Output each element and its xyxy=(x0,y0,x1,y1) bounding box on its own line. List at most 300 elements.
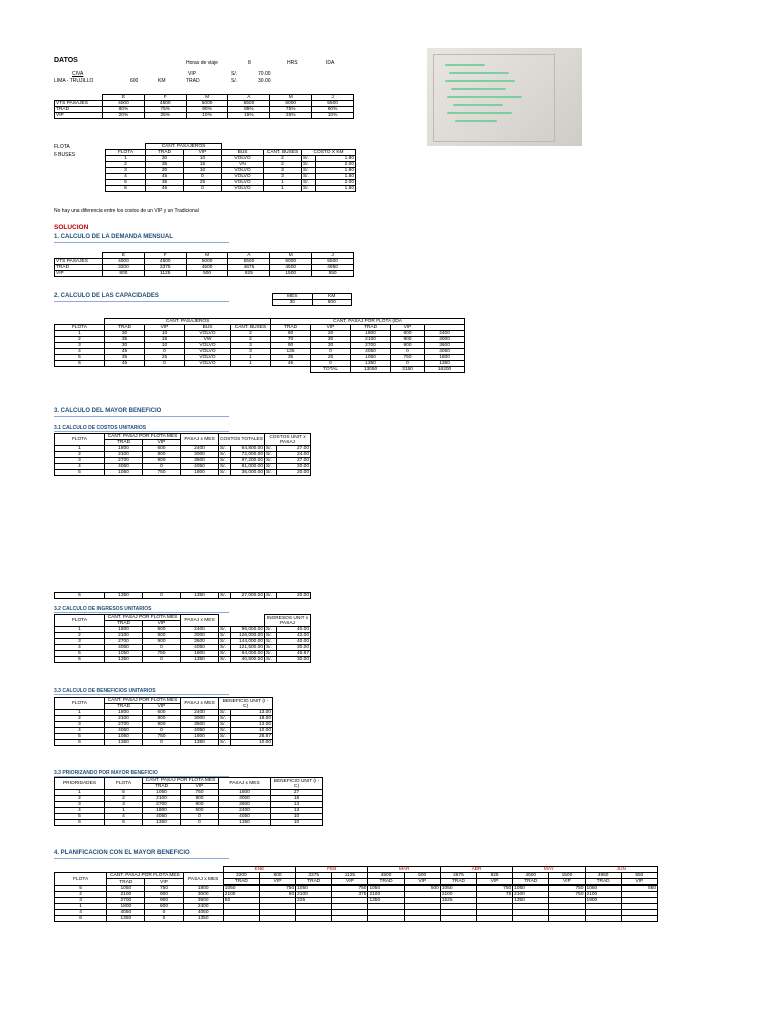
cell: 0 xyxy=(143,657,181,663)
cell: VOLVO xyxy=(185,349,231,355)
ida-label: IDA xyxy=(326,60,335,66)
cant-pasajeros-header: CANT. PASAJEROS xyxy=(146,144,222,150)
month-demand: 4500 xyxy=(368,873,404,879)
col-header: TRAD xyxy=(143,784,181,790)
cell: 20.00 xyxy=(277,470,311,476)
cell: 2 xyxy=(55,633,105,639)
cell: 2400 xyxy=(425,331,465,337)
cell: 18.00 xyxy=(231,716,273,722)
month-demand: 800 xyxy=(259,873,295,879)
cell: 24.00 xyxy=(277,452,311,458)
col-header: PASAJ x MES xyxy=(181,615,219,627)
cell: 30 xyxy=(105,343,145,349)
total-cell: 3150 xyxy=(391,367,425,373)
cell: 900 xyxy=(143,633,181,639)
cell: 4 xyxy=(106,174,146,180)
cell: 3600 xyxy=(181,722,219,728)
cell: 3 xyxy=(264,174,302,180)
cell: 1350 xyxy=(107,916,145,922)
row-label: TRAD xyxy=(55,107,103,113)
cell: 25% xyxy=(270,113,312,119)
s3-title: 3. CALCULO DEL MAYOR BENEFICIO xyxy=(54,408,162,414)
col-header: FLOTA xyxy=(105,778,143,790)
cell: 600 xyxy=(391,331,425,337)
cell: 3000 xyxy=(181,633,219,639)
cell: 3 xyxy=(55,802,105,808)
datos-title: DATOS xyxy=(54,57,78,64)
cell: 3 xyxy=(55,639,105,645)
cell: 72,000.00 xyxy=(231,452,265,458)
col-header: TRAD xyxy=(585,879,621,885)
cell: 5 xyxy=(55,355,105,361)
cell: 97,200.00 xyxy=(231,458,265,464)
col-header: FLOTA xyxy=(55,615,105,627)
col-header: CANT. BUSES xyxy=(231,325,271,331)
cell: 2700 xyxy=(143,802,181,808)
cell: S/. xyxy=(219,593,231,599)
cell: 2400 xyxy=(181,627,219,633)
cell: 4500 xyxy=(186,265,228,271)
cell: 900 xyxy=(143,722,181,728)
cell: 1050 xyxy=(107,886,145,892)
cell: 1800 xyxy=(105,627,143,633)
cell: 5000 xyxy=(186,259,228,265)
cell: 4050 xyxy=(183,910,223,916)
cell: 4050 xyxy=(351,349,391,355)
s31-title: 3.1 CALCULO DE COSTOS UNITARIOS xyxy=(54,425,147,431)
cell: 4 xyxy=(55,645,105,651)
cell: 135 xyxy=(271,349,311,355)
cell: 750 xyxy=(477,886,513,892)
cell: 75% xyxy=(270,107,312,113)
cell: 900 xyxy=(145,892,183,898)
month-header: ENE xyxy=(223,867,295,873)
col-header: VIP xyxy=(145,879,183,886)
cell: 4 xyxy=(105,814,143,820)
col-header: CANT. BUSES xyxy=(264,150,302,156)
cell: 10% xyxy=(312,113,354,119)
cell: 20 xyxy=(311,331,351,337)
month-demand: 825 xyxy=(477,873,513,879)
cell: 500 xyxy=(186,271,228,277)
cell: 1 xyxy=(264,186,302,192)
col-header: CANT. PASAJ POR FLOTA MES xyxy=(105,615,181,621)
cell: 0 xyxy=(143,740,181,746)
distance-unit: KM xyxy=(158,78,166,84)
col-header: TRAD xyxy=(368,879,404,885)
total-cell: 16200 xyxy=(425,367,465,373)
col-header: CANT. PASAJ POR FLOTA MES xyxy=(143,778,219,784)
cant-pasajeros-header: CANT. PASAJEROS xyxy=(105,319,271,325)
s2-title: 2. CALCULO DE LAS CAPACIDADES xyxy=(54,293,159,299)
cell: 4050 xyxy=(143,814,181,820)
cell: 1 xyxy=(55,446,105,452)
cell: 2100 xyxy=(296,892,332,898)
cell: 5000 xyxy=(186,101,228,107)
col-header: TRAD xyxy=(351,325,391,331)
cell: 0 xyxy=(311,349,351,355)
col-header: VIP xyxy=(184,150,222,156)
cell: 20.00 xyxy=(277,464,311,470)
table-row xyxy=(55,434,311,440)
cell: S/. xyxy=(219,452,231,458)
month-header: M xyxy=(186,95,228,101)
cell: 750 xyxy=(549,886,585,892)
cell: 1050 xyxy=(105,651,143,657)
cell: 900 xyxy=(181,796,219,802)
cell: S/. xyxy=(219,722,231,728)
cell: S/. xyxy=(219,633,231,639)
month-header: M xyxy=(270,253,312,259)
cell: 6 xyxy=(55,916,107,922)
cell: 750 xyxy=(143,734,181,740)
cell: S/. xyxy=(219,651,231,657)
table-row xyxy=(55,470,311,476)
cell: 1 xyxy=(264,180,302,186)
cell: 30 xyxy=(146,168,184,174)
cell: 90% xyxy=(312,107,354,113)
cell: 80% xyxy=(103,107,145,113)
cell: 10 xyxy=(184,156,222,162)
month-header: MAY xyxy=(513,867,585,873)
cell: 15% xyxy=(228,113,270,119)
cell: 84,000.00 xyxy=(231,651,265,657)
cell: 40,500.00 xyxy=(231,657,265,663)
cell: VW xyxy=(185,337,231,343)
total-cell: 13050 xyxy=(351,367,391,373)
cell: 4 xyxy=(55,910,107,916)
cell: 1800 xyxy=(425,355,465,361)
cell: 3000 xyxy=(425,337,465,343)
cell: S/. xyxy=(219,464,231,470)
cell: 25 xyxy=(145,355,185,361)
cell: 10 xyxy=(271,820,323,826)
cell: 600 xyxy=(181,808,219,814)
cell: 1350 xyxy=(105,593,143,599)
cell: 81,000.00 xyxy=(231,464,265,470)
row-label: VTS PASAJES xyxy=(55,101,103,107)
cell: 2100 xyxy=(440,892,476,898)
cell: 35 xyxy=(105,337,145,343)
cell: 5 xyxy=(55,814,105,820)
month-header: JUN xyxy=(585,867,657,873)
cell: S/. xyxy=(219,645,231,651)
col-header: FLOTA xyxy=(55,873,107,886)
cell: 4 xyxy=(55,464,105,470)
cell: 4500 xyxy=(144,259,186,265)
s1-table xyxy=(54,252,354,277)
month-header: F xyxy=(144,253,186,259)
cell: 1350 xyxy=(368,898,404,904)
cell: 4000 xyxy=(103,101,145,107)
cell: 3000 xyxy=(219,796,271,802)
cell: 50 xyxy=(259,892,295,898)
flota-table xyxy=(105,143,356,192)
cell: S/. xyxy=(302,168,316,174)
cell: 0 xyxy=(145,916,183,922)
cell: 0 xyxy=(143,464,181,470)
cell: 2100 xyxy=(107,892,145,898)
cell: 1.80 xyxy=(316,156,356,162)
cant-pasaj-flota-header: CANT. PASAJ POR FLOTA (IDA xyxy=(271,319,465,325)
cell: 3000 xyxy=(181,452,219,458)
cell: 2100 xyxy=(105,452,143,458)
cell: 900 xyxy=(143,716,181,722)
cell: 4050 xyxy=(181,728,219,734)
datos-demand-table xyxy=(54,94,354,119)
cell: 2700 xyxy=(105,458,143,464)
cell: 1800 xyxy=(183,886,223,892)
cell: 2700 xyxy=(107,898,145,904)
cell: 375 xyxy=(332,892,368,898)
cell: 6 xyxy=(55,361,105,367)
cell: 13 xyxy=(271,808,323,814)
cell xyxy=(223,916,259,922)
cell: S/. xyxy=(302,186,316,192)
s32-table xyxy=(54,614,311,663)
cell: 1050 xyxy=(351,355,391,361)
cell: 0 xyxy=(143,645,181,651)
cell: 4 xyxy=(55,349,105,355)
cell: 1800 xyxy=(181,734,219,740)
cell: S/. xyxy=(302,174,316,180)
cell: 900 xyxy=(143,639,181,645)
cell: S/. xyxy=(265,446,277,452)
month-header: J xyxy=(312,253,354,259)
cell: VTS PASAJES xyxy=(55,259,103,265)
cell: S/. xyxy=(265,464,277,470)
cell: 4 xyxy=(55,728,105,734)
cell: 40.00 xyxy=(277,627,311,633)
cell: 60 xyxy=(271,331,311,337)
table-row xyxy=(55,657,311,663)
cell: 1350 xyxy=(219,820,271,826)
col-header: COSTO X KM xyxy=(302,150,356,156)
cell: 2 xyxy=(231,337,271,343)
trad-currency: S/. xyxy=(231,78,238,84)
cell: 2100 xyxy=(105,633,143,639)
col-header: COSTOS TOTALES xyxy=(219,434,265,446)
month-header: MAR xyxy=(368,867,440,873)
s4-title: 4. PLANIFICACION CON EL MAYOR BENEFICIO xyxy=(54,850,190,856)
col-header: TRAD xyxy=(223,879,259,885)
mes-km-table xyxy=(272,293,352,306)
cell: 2700 xyxy=(105,722,143,728)
cell: 1350 xyxy=(181,657,219,663)
col-header: BUS xyxy=(222,150,264,156)
cell: 75 xyxy=(477,892,513,898)
month-header: J xyxy=(312,95,354,101)
col-header: TRAD xyxy=(271,325,311,331)
col-header: FLOTA xyxy=(55,434,105,446)
cell: 1800 xyxy=(351,331,391,337)
cell: 750 xyxy=(391,355,425,361)
table-row xyxy=(55,778,323,784)
col-header: VIP xyxy=(143,440,181,446)
cell: 3600 xyxy=(219,802,271,808)
cell: 4500 xyxy=(144,101,186,107)
cell: 550 xyxy=(621,886,657,892)
cell xyxy=(404,916,440,922)
col-header: VIP xyxy=(311,325,351,331)
cell: VOLVO xyxy=(222,156,264,162)
hrs-label: HRS xyxy=(287,60,298,66)
col-header: BENEFICIO UNIT (I - C) xyxy=(271,778,323,790)
cell: 2.00 xyxy=(316,180,356,186)
vip-currency: S/. xyxy=(231,71,238,77)
cell: 1350 xyxy=(183,916,223,922)
col-header: FLOTA xyxy=(106,150,146,156)
cell: S/. xyxy=(219,458,231,464)
cell: 1350 xyxy=(105,657,143,663)
cell: 5 xyxy=(55,734,105,740)
distance-value: 600 xyxy=(130,78,139,84)
cell: 2 xyxy=(106,162,146,168)
cell: 20.00 xyxy=(277,593,311,599)
cell: 3 xyxy=(264,168,302,174)
cell: 1.50 xyxy=(316,174,356,180)
cell: VOLVO xyxy=(185,331,231,337)
cell: S/. xyxy=(265,593,277,599)
cell xyxy=(440,916,476,922)
cell: 35 xyxy=(146,180,184,186)
cell: 90% xyxy=(186,107,228,113)
col-header: TRAD xyxy=(296,879,332,885)
cell: 4050 xyxy=(181,645,219,651)
cell: S/. xyxy=(219,639,231,645)
mes-value: 30 xyxy=(273,300,313,306)
table-row xyxy=(55,916,658,922)
month-demand: 4500 xyxy=(513,873,549,879)
table-row xyxy=(55,367,465,373)
cell: 75% xyxy=(144,107,186,113)
cell: 4500 xyxy=(270,265,312,271)
cell: 1 xyxy=(55,331,105,337)
cell: 750 xyxy=(181,790,219,796)
cell: 4050 xyxy=(105,464,143,470)
cell: 1500 xyxy=(270,271,312,277)
cell: 30 xyxy=(311,343,351,349)
cell: 1350 xyxy=(425,361,465,367)
col-header: BUS xyxy=(185,325,231,331)
cell: 4050 xyxy=(107,910,145,916)
km-value: 600 xyxy=(312,300,352,306)
s34-table xyxy=(54,777,323,826)
cell: 6 xyxy=(55,820,105,826)
s33-table xyxy=(54,697,273,746)
cell: VOLVO xyxy=(222,186,264,192)
cell: 5500 xyxy=(312,259,354,265)
s1-title: 1. CALCULO DE LA DEMANDA MENSUAL xyxy=(54,234,173,240)
cell: 1350 xyxy=(351,361,391,367)
cell: 0 xyxy=(391,349,425,355)
cell: 0 xyxy=(184,186,222,192)
cell xyxy=(296,916,332,922)
table-row xyxy=(55,698,273,704)
cell: S/. xyxy=(219,470,231,476)
s31-row6-table xyxy=(54,592,311,599)
cell: 45 xyxy=(146,186,184,192)
col-header: CANT. PASAJ POR FLOTA MES xyxy=(107,873,183,879)
col-header: TRAD xyxy=(105,440,143,446)
cell: 4675 xyxy=(228,265,270,271)
col-header: BENEFICIO UNIT (I - C) xyxy=(219,698,273,710)
horas-label: Horas de viaje xyxy=(186,60,218,66)
buses-label: 6 BUSES xyxy=(54,152,76,158)
cell: 26.67 xyxy=(231,734,273,740)
cell: 35 xyxy=(105,355,145,361)
cell: 0 xyxy=(143,728,181,734)
cell: 18 xyxy=(271,796,323,802)
cell: 45 xyxy=(105,361,145,367)
s4-table xyxy=(54,866,658,922)
cell: 3 xyxy=(55,458,105,464)
month-demand: 550 xyxy=(621,873,657,879)
cell: 4050 xyxy=(425,349,465,355)
cell: 2100 xyxy=(513,892,549,898)
cell: 126,000.00 xyxy=(231,633,265,639)
cell: 5500 xyxy=(312,101,354,107)
cell: 46.67 xyxy=(277,651,311,657)
cell: 15 xyxy=(145,337,185,343)
cell: 2100 xyxy=(351,337,391,343)
month-header: FEB xyxy=(296,867,368,873)
month-demand: 1500 xyxy=(549,873,585,879)
cell: 0 xyxy=(181,814,219,820)
cell xyxy=(477,916,513,922)
cell: 2400 xyxy=(181,710,219,716)
cell: 3600 xyxy=(181,458,219,464)
cell: 6 xyxy=(106,186,146,192)
cell: 1 xyxy=(105,808,143,814)
month-demand: 4675 xyxy=(440,873,476,879)
cell: 2400 xyxy=(183,904,223,910)
month-header: E xyxy=(103,95,145,101)
col-header: TRAD xyxy=(440,879,476,885)
cell: 1800 xyxy=(585,898,621,904)
table-row xyxy=(55,615,311,621)
cell: 2400 xyxy=(219,808,271,814)
cell: TRAD xyxy=(55,265,103,271)
cell: 1800 xyxy=(105,710,143,716)
cell: 70 xyxy=(271,337,311,343)
cell: 0 xyxy=(311,361,351,367)
cell: S/. xyxy=(265,651,277,657)
cell: 900 xyxy=(145,898,183,904)
cell: 1350 xyxy=(181,740,219,746)
cell: S/. xyxy=(265,470,277,476)
cell: 900 xyxy=(391,343,425,349)
cell: 2100 xyxy=(585,892,621,898)
cell xyxy=(621,916,657,922)
cell: 30 xyxy=(311,337,351,343)
vip-price: 70.00 xyxy=(258,71,271,77)
cell: 900 xyxy=(143,458,181,464)
cell: 10 xyxy=(145,343,185,349)
route-label: LIMA - TRUJILLO xyxy=(54,78,94,84)
s31-table xyxy=(54,433,311,476)
cell: 121,500.00 xyxy=(231,645,265,651)
cell: 2700 xyxy=(351,343,391,349)
cell: 30.00 xyxy=(277,657,311,663)
cell: 1 xyxy=(231,361,271,367)
cell: 1125 xyxy=(144,271,186,277)
cell: 550 xyxy=(312,271,354,277)
month-demand: 500 xyxy=(404,873,440,879)
cell: 2.00 xyxy=(316,162,356,168)
cell: S/. xyxy=(219,740,231,746)
cell: S/. xyxy=(302,180,316,186)
